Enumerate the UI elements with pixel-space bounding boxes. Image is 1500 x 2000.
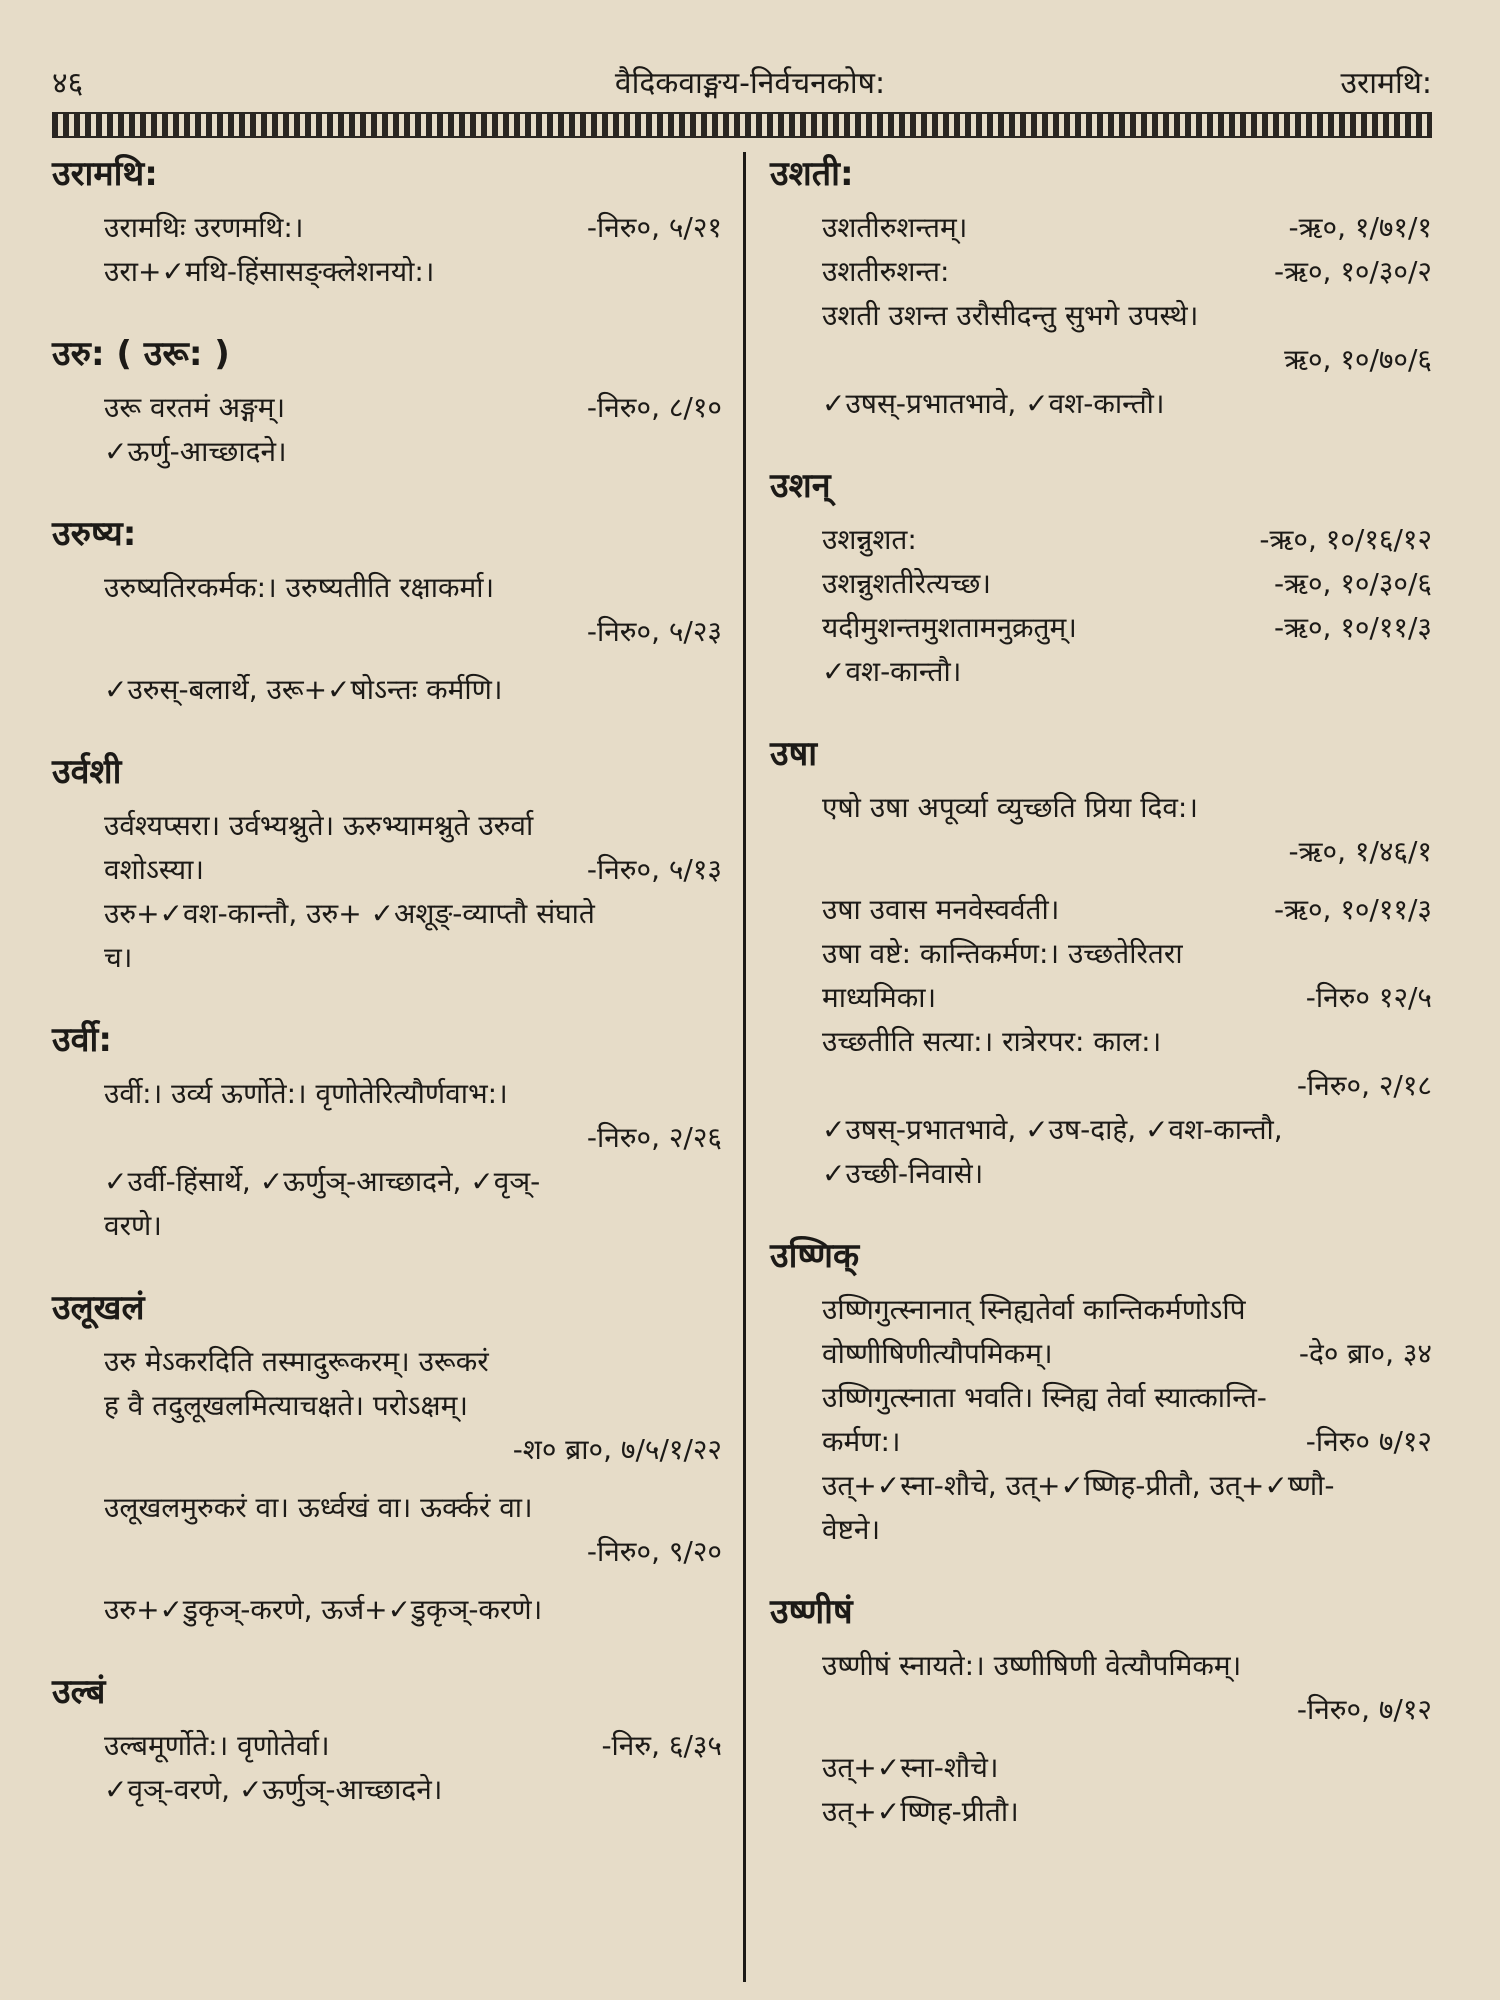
entry-text-line: उत्+✓ष्णिह-प्रीतौ। bbox=[822, 1795, 1019, 1828]
entry-text-line: उशती उशन्त उरौसीदन्तु सुभगे उपस्थे। bbox=[822, 299, 1199, 332]
quotation-line bbox=[104, 386, 722, 430]
left-column bbox=[52, 150, 722, 1848]
entry-text-line: उष्णीषं स्नायते:। उष्णीषिणी वेत्यौपमिकम्। bbox=[822, 1649, 1242, 1682]
source-reference: -निरु०, २/१८ bbox=[1296, 1069, 1432, 1102]
dictionary-entry bbox=[52, 1016, 722, 1248]
entry-text-line: एषो उषा अपूर्व्या व्युच्छति प्रिया दिव:। bbox=[822, 791, 1198, 824]
quotation-text: उशतीरुशन्तम्। bbox=[822, 211, 968, 244]
entry-body bbox=[770, 206, 1432, 426]
entry-text-line: वेष्टने। bbox=[822, 1513, 881, 1546]
dictionary-entry bbox=[52, 150, 722, 294]
entry-text-line: उत्+✓स्ना-शौचे। bbox=[822, 1751, 999, 1784]
entry-text-line: उर्वी:। उर्व्य ऊर्णोते:। वृणोतेरित्यौर्णवाभ:। bbox=[104, 1077, 508, 1110]
spacer bbox=[822, 874, 1432, 888]
entry-body bbox=[770, 1288, 1432, 1552]
quotation-text: उशतीरुशन्त: bbox=[822, 255, 950, 288]
source-reference: -ऋ०, १०/११/३ bbox=[1273, 611, 1432, 644]
entry-headword: उष्णीषं bbox=[770, 1592, 853, 1632]
entry-headword: उर्वी: bbox=[52, 1020, 112, 1060]
quotation-line bbox=[104, 206, 722, 250]
quotation-text: माध्यमिका। bbox=[822, 981, 937, 1014]
dictionary-entry bbox=[770, 150, 1432, 426]
quotation-text: वशोऽस्या। bbox=[104, 853, 204, 886]
quotation-line bbox=[822, 888, 1432, 932]
entry-headword: उल्बं bbox=[52, 1672, 106, 1712]
entry-body bbox=[770, 786, 1432, 1196]
source-reference: -ऋ०, १०/१६/१२ bbox=[1259, 523, 1432, 556]
quotation-text: उशन्नुशतीरेत्यच्छ। bbox=[822, 567, 991, 600]
book-title: वैदिकवाङ्मय-निर्वचनकोष: bbox=[614, 66, 886, 101]
entry-text-line: ✓उरुस्-बलार्थे, उरू+✓षोऽन्तः कर्मणि। bbox=[104, 673, 503, 706]
page-number: ४६ bbox=[52, 66, 84, 101]
source-reference: -ऋ०, १०/११/३ bbox=[1273, 893, 1432, 926]
entry-text-line: ✓उषस्-प्रभातभावे, ✓वश-कान्तौ। bbox=[822, 387, 1165, 420]
quotation-text: उशन्नुशत: bbox=[822, 523, 917, 556]
entry-text-line: ✓वश-कान्तौ। bbox=[822, 655, 962, 688]
quotation-line bbox=[822, 562, 1432, 606]
source-reference: -निरु, ६/३५ bbox=[601, 1729, 722, 1762]
source-reference: -निरु० ७/१२ bbox=[1305, 1425, 1432, 1458]
entry-body bbox=[52, 206, 722, 294]
dictionary-entry bbox=[52, 510, 722, 712]
entry-text-line: उरु+✓वश-कान्तौ, उरु+ ✓अशूङ्-व्याप्तौ संघाते bbox=[104, 897, 595, 930]
quotation-line bbox=[104, 1724, 722, 1768]
entry-text-line: उरु मेऽकरदिति तस्मादुरूकरम्। उरूकरं bbox=[104, 1345, 489, 1378]
source-reference: -ऋ०, १/४६/१ bbox=[1288, 835, 1432, 868]
quotation-line bbox=[822, 1332, 1432, 1376]
entry-text-line: उत्+✓स्ना-शौचे, उत्+✓ष्णिह-प्रीतौ, उत्+✓ष्णौ- bbox=[822, 1469, 1335, 1502]
right-column bbox=[770, 150, 1432, 1870]
quotation-text: उषा उवास मनवेस्वर्वती। bbox=[822, 893, 1060, 926]
entry-text-line: वरणे। bbox=[104, 1209, 162, 1242]
source-reference: -निरु०, ५/२१ bbox=[586, 211, 722, 244]
quotation-line bbox=[822, 1420, 1432, 1464]
entry-body bbox=[770, 518, 1432, 694]
entry-text-line: ह वै तदुलूखलमित्याचक्षते। परोऽक्षम्। bbox=[104, 1389, 468, 1422]
dictionary-entry bbox=[52, 1284, 722, 1632]
source-reference: -निरु० १२/५ bbox=[1305, 981, 1432, 1014]
entry-body bbox=[52, 386, 722, 474]
source-reference: -ऋ०, १/७१/१ bbox=[1288, 211, 1432, 244]
quotation-text: उरामथिः उरणमथि:। bbox=[104, 211, 304, 244]
source-reference: -ऋ०, १०/३०/६ bbox=[1273, 567, 1432, 600]
quotation-line bbox=[822, 606, 1432, 650]
entry-headword: उरामथि: bbox=[52, 154, 158, 194]
dictionary-entry bbox=[52, 748, 722, 980]
quotation-text: उरू वरतमं अङ्गम्। bbox=[104, 391, 286, 424]
entry-headword: उरु: ( उरू: ) bbox=[52, 334, 230, 374]
entry-text-line: ✓उच्छी-निवासे। bbox=[822, 1157, 984, 1190]
source-reference: ऋ०, १०/७०/६ bbox=[1284, 343, 1432, 376]
entry-headword: उशती: bbox=[770, 154, 854, 194]
spacer bbox=[104, 1472, 722, 1486]
entry-body bbox=[52, 804, 722, 980]
entry-text-line: उलूखलमुरुकरं वा। ऊर्ध्वखं वा। ऊर्क्करं वा। bbox=[104, 1491, 533, 1524]
column-divider bbox=[743, 152, 746, 1982]
entry-headword: उषा bbox=[770, 734, 818, 774]
quotation-line bbox=[822, 518, 1432, 562]
entry-headword: उरुष्य: bbox=[52, 514, 137, 554]
entry-headword: उर्वशी bbox=[52, 752, 122, 792]
running-head: उरामथि: bbox=[1340, 66, 1432, 101]
source-reference: -निरु०, ५/१३ bbox=[586, 853, 722, 886]
entry-headword: उशन् bbox=[770, 466, 831, 506]
source-reference: -दे० ब्रा०, ३४ bbox=[1298, 1337, 1432, 1370]
dictionary-entry bbox=[52, 1668, 722, 1812]
spacer bbox=[104, 654, 722, 668]
quotation-text: उल्बमूर्णोते:। वृणोतेर्वा। bbox=[104, 1729, 330, 1762]
entry-headword: उलूखलं bbox=[52, 1288, 145, 1328]
dictionary-entry bbox=[770, 1588, 1432, 1834]
quotation-text: कर्मण:। bbox=[822, 1425, 901, 1458]
entry-text-line: ✓उर्वी-हिंसार्थे, ✓ऊर्णुञ्-आच्छादने, ✓वृञ्- bbox=[104, 1165, 541, 1198]
entry-text-line: ✓उषस्-प्रभातभावे, ✓उष-दाहे, ✓वश-कान्तौ, bbox=[822, 1113, 1283, 1146]
spacer bbox=[822, 1732, 1432, 1746]
entry-headword: उष्णिक् bbox=[770, 1236, 860, 1276]
entry-body bbox=[52, 566, 722, 712]
entry-text-line: उरा+✓मथि-हिंसासङ्क्लेशनयो:। bbox=[104, 255, 435, 288]
source-reference: -निरु०, ५/२३ bbox=[586, 615, 722, 648]
entry-text-line: ✓ऊर्णु-आच्छादने। bbox=[104, 435, 287, 468]
entry-text-line: उषा वष्टे: कान्तिकर्मण:। उच्छतेरितरा bbox=[822, 937, 1183, 970]
entry-body bbox=[770, 1644, 1432, 1834]
quotation-text: वोष्णीषिणीत्यौपमिकम्। bbox=[822, 1337, 1053, 1370]
entry-text-line: उरुष्यतिरकर्मक:। उरुष्यतीति रक्षाकर्मा। bbox=[104, 571, 495, 604]
entry-body bbox=[52, 1340, 722, 1632]
entry-text-line: उष्णिगुत्स्नानात् स्निह्यतेर्वा कान्तिकर्मणोऽपि bbox=[822, 1293, 1246, 1326]
entry-body bbox=[52, 1072, 722, 1248]
spacer bbox=[104, 1574, 722, 1588]
quotation-line bbox=[822, 250, 1432, 294]
source-reference: -निरु०, २/२६ bbox=[586, 1121, 722, 1154]
dictionary-entry bbox=[52, 330, 722, 474]
entry-text-line: ✓वृञ्-वरणे, ✓ऊर्णुञ्-आच्छादने। bbox=[104, 1773, 443, 1806]
quotation-line bbox=[822, 976, 1432, 1020]
quotation-text: यदीमुशन्तमुशतामनुक्रतुम्। bbox=[822, 611, 1077, 644]
quotation-line bbox=[822, 206, 1432, 250]
entry-text-line: उरु+✓डुकृञ्-करणे, ऊर्ज+✓डुकृञ्-करणे। bbox=[104, 1593, 543, 1626]
source-reference: -निरु०, ८/१० bbox=[586, 391, 722, 424]
source-reference: -श० ब्रा०, ७/५/१/२२ bbox=[512, 1433, 722, 1466]
entry-body bbox=[52, 1724, 722, 1812]
entry-text-line: उष्णिगुत्स्नाता भवति। स्निह्य तेर्वा स्यात्कान्ति- bbox=[822, 1381, 1267, 1414]
decorative-border bbox=[52, 112, 1432, 138]
entry-text-line: उर्वश्यप्सरा। उर्वभ्यश्नुते। ऊरुभ्यामश्नुते उरुर्वा bbox=[104, 809, 534, 842]
dictionary-entry bbox=[770, 1232, 1432, 1552]
source-reference: -निरु०, ९/२० bbox=[586, 1535, 722, 1568]
source-reference: -ऋ०, १०/३०/२ bbox=[1273, 255, 1432, 288]
quotation-line bbox=[104, 848, 722, 892]
dictionary-entry bbox=[770, 462, 1432, 694]
entry-text-line: च। bbox=[104, 941, 133, 974]
entry-text-line: उच्छतीति सत्या:। रात्रेरपर: काल:। bbox=[822, 1025, 1162, 1058]
dictionary-entry bbox=[770, 730, 1432, 1196]
source-reference: -निरु०, ७/१२ bbox=[1296, 1693, 1432, 1726]
